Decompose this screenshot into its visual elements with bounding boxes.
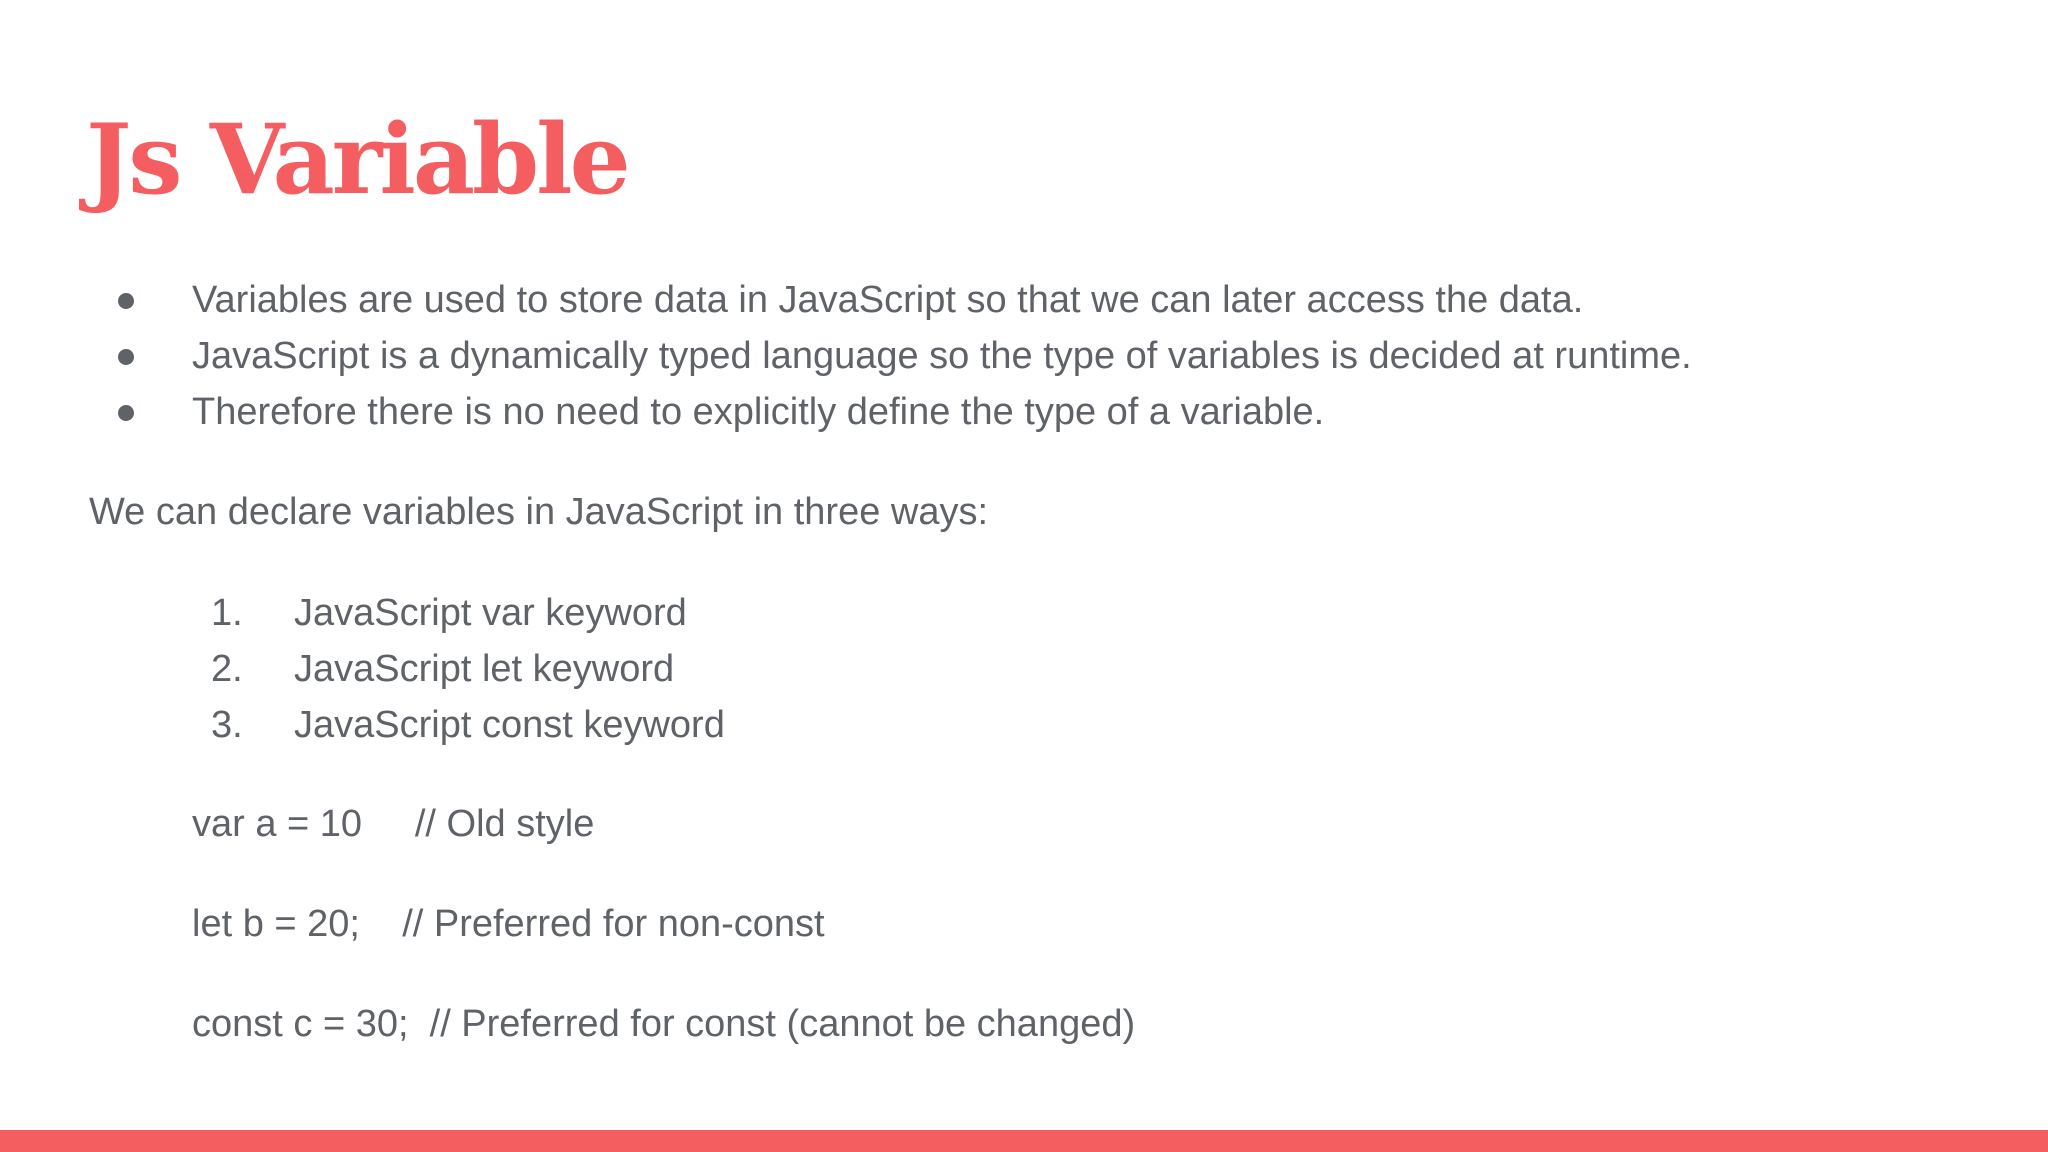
intro-text: We can declare variables in JavaScript in three ways: (89, 491, 989, 533)
bullet-item (0, 272, 1692, 328)
list-number: 1. (211, 592, 243, 634)
numbered-item (0, 697, 725, 753)
bullet-dot-icon (118, 405, 134, 421)
bullet-dot-icon (118, 293, 134, 309)
accent-bottom-bar (0, 1130, 2048, 1152)
list-item-text: JavaScript let keyword (294, 648, 675, 690)
list-number: 3. (211, 704, 243, 746)
code-line-let: let b = 20; // Preferred for non-const (192, 903, 825, 945)
numbered-item (0, 585, 725, 641)
bullet-list (0, 272, 1692, 440)
slide-title: Js Variable (86, 103, 628, 216)
list-number: 2. (211, 648, 243, 690)
numbered-item (0, 641, 725, 697)
bullet-text: Variables are used to store data in JavaScript so that we can later access the data. (192, 279, 1584, 321)
bullet-item (0, 384, 1692, 440)
bullet-text: JavaScript is a dynamically typed language so the type of variables is decided at runtime. (192, 335, 1692, 377)
code-line-const: const c = 30; // Preferred for const (cannot be changed) (192, 1003, 1136, 1045)
list-item-text: JavaScript var keyword (294, 592, 687, 634)
bullet-dot-icon (118, 349, 134, 365)
bullet-item (0, 328, 1692, 384)
bullet-text: Therefore there is no need to explicitly define the type of a variable. (192, 391, 1325, 433)
list-item-text: JavaScript const keyword (294, 704, 725, 746)
code-line-var: var a = 10 // Old style (192, 803, 595, 845)
numbered-list (0, 585, 725, 753)
